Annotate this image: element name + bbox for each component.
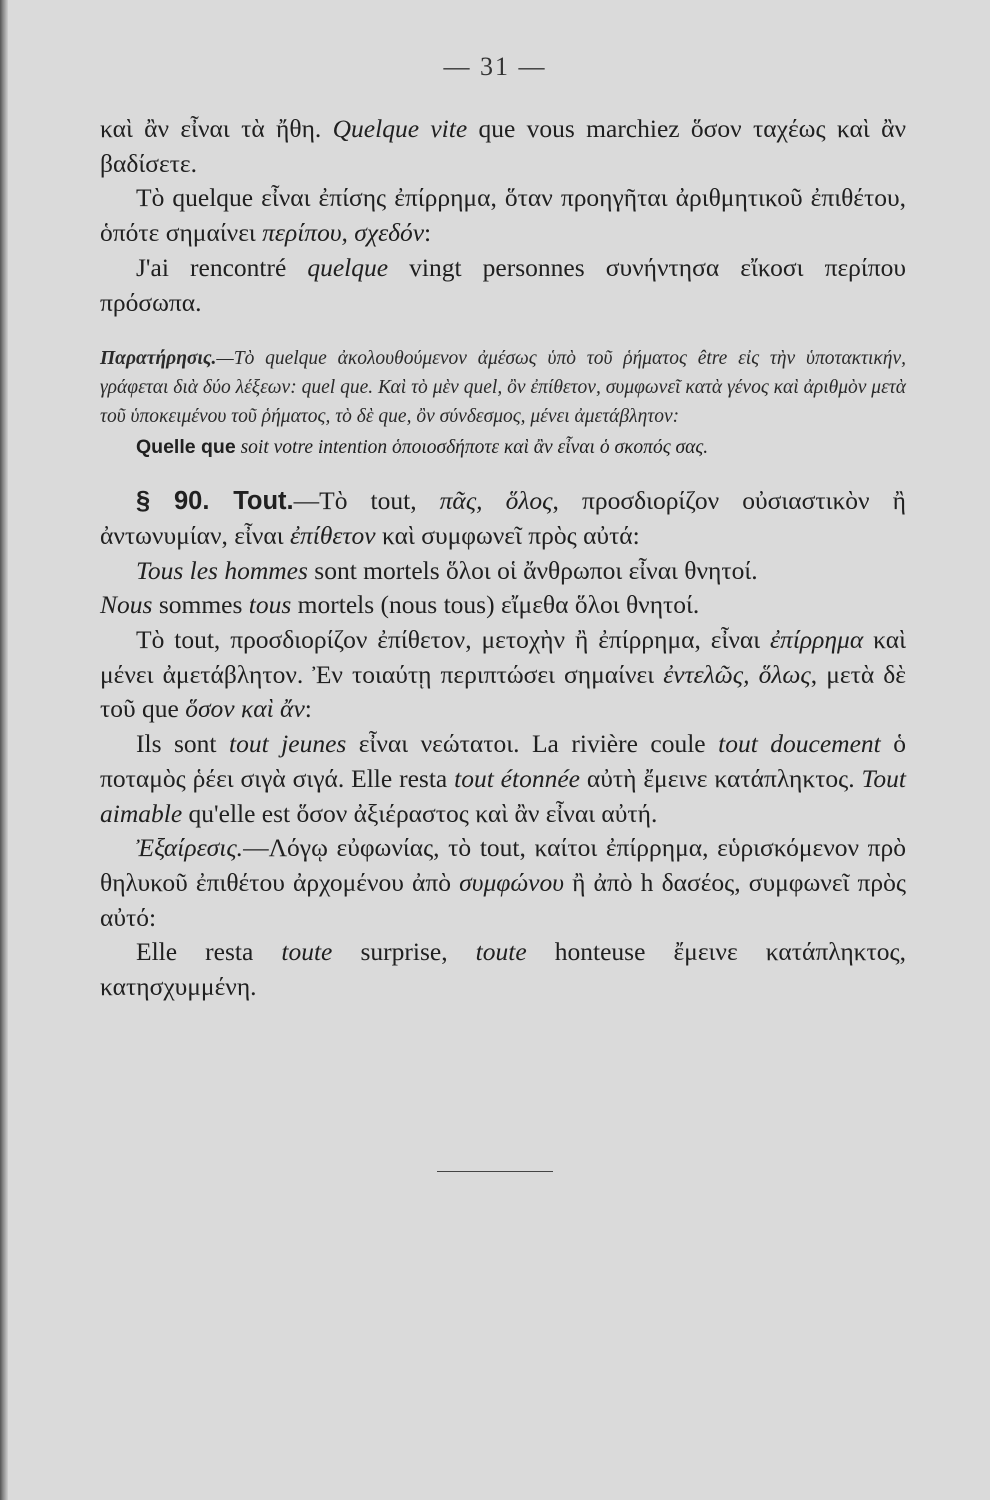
text-run: sommes [152, 590, 249, 620]
italic-run: περίπου, σχεδόν [262, 218, 425, 248]
text-run: , μετὰ δὲ τοῦ que [100, 659, 906, 724]
section-heading: § 90. Tout. [136, 487, 294, 516]
italic-run: πᾶς, ὅλος [439, 486, 553, 516]
text-run: mortels (nous tous) εἴμεθα ὅλοι θνητοί. [291, 590, 700, 620]
italic-run: toute [475, 937, 527, 967]
italic-run: tout étonnée [454, 763, 580, 793]
text-run: : [304, 694, 312, 724]
italic-run: ἐπίρρημα [770, 625, 864, 655]
text-run: ἢ ἀπὸ h δασέος, συμφωνεῖ πρὸς αὐτό: [100, 867, 906, 932]
text-run: honteuse ἔμεινε κατάπληκτος, κατησχυμμένη. [100, 937, 907, 1002]
text-run: εἶναι νεώτατοι. La rivière coule [346, 729, 719, 759]
paragraph-1 [100, 112, 906, 181]
italic-run: Tous les hommes [136, 555, 308, 585]
example-quelque [100, 251, 906, 320]
italic-run: Quelque vite [332, 114, 468, 143]
text-run: καὶ μένει ἀμετάβλητον. Ἐν τοιαύτῃ περιπτώσει σημαίνει [100, 625, 906, 689]
text-run: J'ai rencontré [136, 252, 308, 282]
paragraph-4 [100, 623, 906, 727]
text-run: Ils sont [136, 729, 229, 759]
italic-run: Ἐξαίρεσις. [136, 833, 244, 863]
paragraph-exception [100, 831, 906, 935]
end-rule [437, 1171, 553, 1172]
text-run: ὁ ποταμὸς ῥέει σιγὰ σιγά. Elle resta [100, 729, 906, 793]
example-nous [100, 588, 906, 623]
text-run: surprise, [332, 937, 476, 967]
page-body [100, 112, 906, 1005]
note-paratirisis [100, 344, 906, 431]
example-toute [100, 935, 906, 1004]
italic-run: Tout aimable [100, 763, 906, 828]
text-run: Elle resta [136, 937, 282, 967]
italic-run: συμφώνου [459, 867, 564, 897]
page-edge-shadow [0, 0, 8, 1500]
bold-run: Quelle que [136, 436, 236, 459]
italic-run: ἐντελῶς, ὅλως [663, 659, 811, 689]
text-run: Τὸ tout, προσδιορίζον ἐπίθετον, μετοχὴν ἢ ἐπίρρημα, εἶναι [136, 625, 770, 655]
text-run: sont mortels ὅλοι οἱ ἄνθρωποι εἶναι θνητοί. [307, 555, 758, 585]
italic-run: tous [248, 590, 292, 620]
italic-run: ὅσον καὶ ἄν [185, 694, 305, 724]
text-run: qu'elle est ὅσον ἀξιέραστος καὶ ἂν εἶναι αὐτή. [182, 798, 658, 828]
text-run: , προσδιορίζον οὐσιαστικὸν ἢ ἀντωνυμίαν, εἶναι [100, 486, 906, 550]
text-run: que vous marchiez ὅσον ταχέως καὶ ἂν βαδίσετε. [100, 114, 906, 178]
italic-run: tout jeunes [229, 729, 347, 759]
text-run: : [424, 218, 432, 248]
text-run: Τὸ quelque εἶναι ἐπίσης ἐπίρρημα, ὅταν προηγῆται ἀριθμητικοῦ ἐπιθέτου, ὁπότε σημαίνει [100, 183, 906, 248]
example-tous [100, 554, 906, 589]
italic-run: quelque [307, 252, 389, 282]
text-run: vingt personnes συνήντησα εἴκοσι περίπου πρόσωπα. [100, 252, 906, 317]
paragraph-5 [100, 727, 906, 831]
text-run: αὐτὴ ἔμεινε κατάπληκτος. [579, 763, 862, 793]
note-heading: Παρατήρησις. [100, 348, 217, 370]
note-example [100, 431, 906, 464]
text-run: soit votre intention ὁποιοσδήποτε καὶ ἂν εἶναι ὁ σκοπός σας. [235, 437, 709, 459]
italic-run: toute [281, 937, 333, 967]
paragraph-2 [100, 181, 906, 250]
section-90 [100, 484, 906, 553]
text-run: —Λόγῳ εὐφωνίας, τὸ tout, καίτοι ἐπίρρημα, εὑρισκόμενον πρὸ θηλυκοῦ ἐπιθέτου ἀρχομένου ἀπὸ [100, 833, 906, 897]
italic-run: Nous [100, 590, 153, 620]
note-body: —Τὸ quelque ἀκολουθούμενον ἀμέσως ὑπὸ τοῦ ῥήματος être εἰς τὴν ὑποτακτικήν, γράφεται διὰ δύο λέξεων: quel que. Καὶ τὸ μὲν quel, ὂν ἐπίθετον, συμφωνεῖ κατὰ γένος καὶ ἀριθμὸν μετὰ τοῦ ὑποκειμένου τοῦ ῥήματος, τὸ δὲ que, ὂν σύνδεσμος, μένει ἀμετάβλητον: [100, 348, 906, 428]
text-run: καὶ ἂν εἶναι τὰ ἤθη. [100, 114, 333, 143]
page-number: — 31 — [443, 52, 547, 81]
italic-run: tout doucement [718, 729, 881, 759]
text-run: —Τὸ tout, [293, 486, 440, 516]
italic-run: ἐπίθετον [289, 520, 376, 550]
text-run: καὶ συμφωνεῖ πρὸς αὐτά: [375, 520, 640, 550]
